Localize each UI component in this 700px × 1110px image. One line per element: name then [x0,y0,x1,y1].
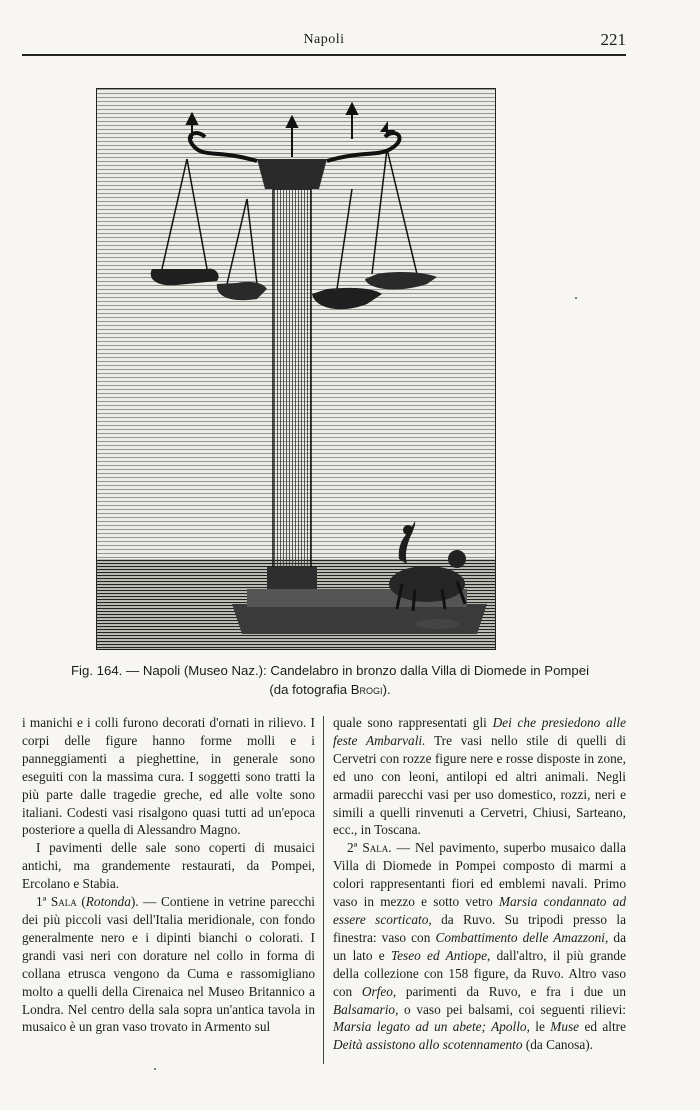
italic-text: Dei che presiedono alle feste Ambarvali. [333,715,626,748]
italic-text: Orfeo [361,983,393,999]
italic-text: Muse [550,1019,580,1035]
paragraph-sala-1 [22,893,315,1036]
caption-line-2 [30,680,630,699]
paragraph: I pavimenti delle sale sono coperti di musaici antichi, ma grandemente restaurati, da Pompei, Ercolano e Stabia. [22,840,315,892]
running-title: Napoli [303,32,345,47]
italic-text: Marsia legato ad un abete; Apollo [333,1019,527,1035]
text: . — Nel pavimento, superbo musaico dalla Villa di Diomede in Pompei composto di marmi a colori rappresentanti fiori ed emblemi navali. Primo vaso in mezzo e sotto vetro [333,840,626,910]
text: , dall'altro, il più grande della collezione con 158 figure, da Ruvo. Altro vaso con [333,947,626,999]
figure-illustration [96,88,496,650]
page-header [22,30,626,56]
paper-speck [154,1068,156,1070]
caption-text: (da fotografia [269,682,351,697]
text: , da un lato e [333,929,626,963]
column-divider [323,716,324,1064]
paragraph-sala-2 [333,839,626,1054]
text: ed altre [579,1019,627,1035]
sala-number: 1ª [36,894,47,910]
text-column-left [22,714,315,1036]
text: quale sono rappresentati gli [333,715,493,730]
sala-number: 2ª [347,840,358,856]
page-number: 221 [600,30,626,49]
italic-text: Teseo ed Antiope [390,947,487,963]
paragraph: i manichi e i colli furono decorati d'ornati in rilievo. I corpi delle figure hanno forme molli e i panneggiamenti a pieghettine, in generale sono eseguiti con la massima cura. I soggetti sono tratti la più parte dalle tragedie greche, ed alle volte sono italiani. Codesti vasi risalgono quasi tutti ad un'epoca posteriore a quella di Alessandro Magno. [22,715,315,838]
photographer-name: Brogi [350,682,383,697]
sala-name: Rotonda [85,894,131,910]
text: Tre vasi nello stile di quelli di Cervetri con rozze figure nere e rosse disposte in zone, ed uno con leoni, antilopi ed altri animali. Negli armadii parecchi vasi per uso domestico, rozzi, neri e simili a quelli rinvenuti a Cervetri, Chiusi, Sarteano, ecc., in Toscana. [333,732,626,838]
figure-caption [30,661,630,699]
text: , da Ruvo. Su tripodi presso la finestra: vaso con [333,911,626,945]
text: ( [76,894,86,910]
italic-text: Combattimento delle Amazzoni [435,929,605,945]
text-column-right [333,714,626,1054]
text: , le [526,1019,551,1035]
text: (da Canosa). [522,1037,593,1053]
italic-text: Marsia condannato ad essere scorticato [333,894,626,927]
text: ). — Contiene in vetrine parecchi dei più piccoli vasi dell'Italia meridionale, con fondo generalmente nero e i dipinti bianchi o colorati. I grandi vasi neri con dorature nel collo in forma di collana etrusca vengono da Cuma e rassomigliano molto a quelli della Cirenaica nel Museo Britannico a Londra. Nel centro della sala sopra un'antica tavola in musaico è un gran vaso trovato in Armento sul [22,894,315,1035]
text: , o vaso pei balsami, coi seguenti rilievi: [395,1001,626,1017]
caption-line-1: Fig. 164. — Napoli (Museo Naz.): Candelabro in bronzo dalla Villa di Diomede in Pompei [71,663,589,678]
candelabrum-engraving [97,89,495,649]
sala-label: Sala [362,840,389,856]
paragraph [333,714,626,839]
italic-text: Deità assistono allo scotennamento [333,1037,523,1053]
caption-text: ). [382,682,391,697]
italic-text: Balsamario [333,1001,396,1017]
sala-label: Sala [50,894,77,910]
text: , parimenti da Ruvo, e fra i due un [392,983,626,999]
paper-speck [575,297,577,299]
